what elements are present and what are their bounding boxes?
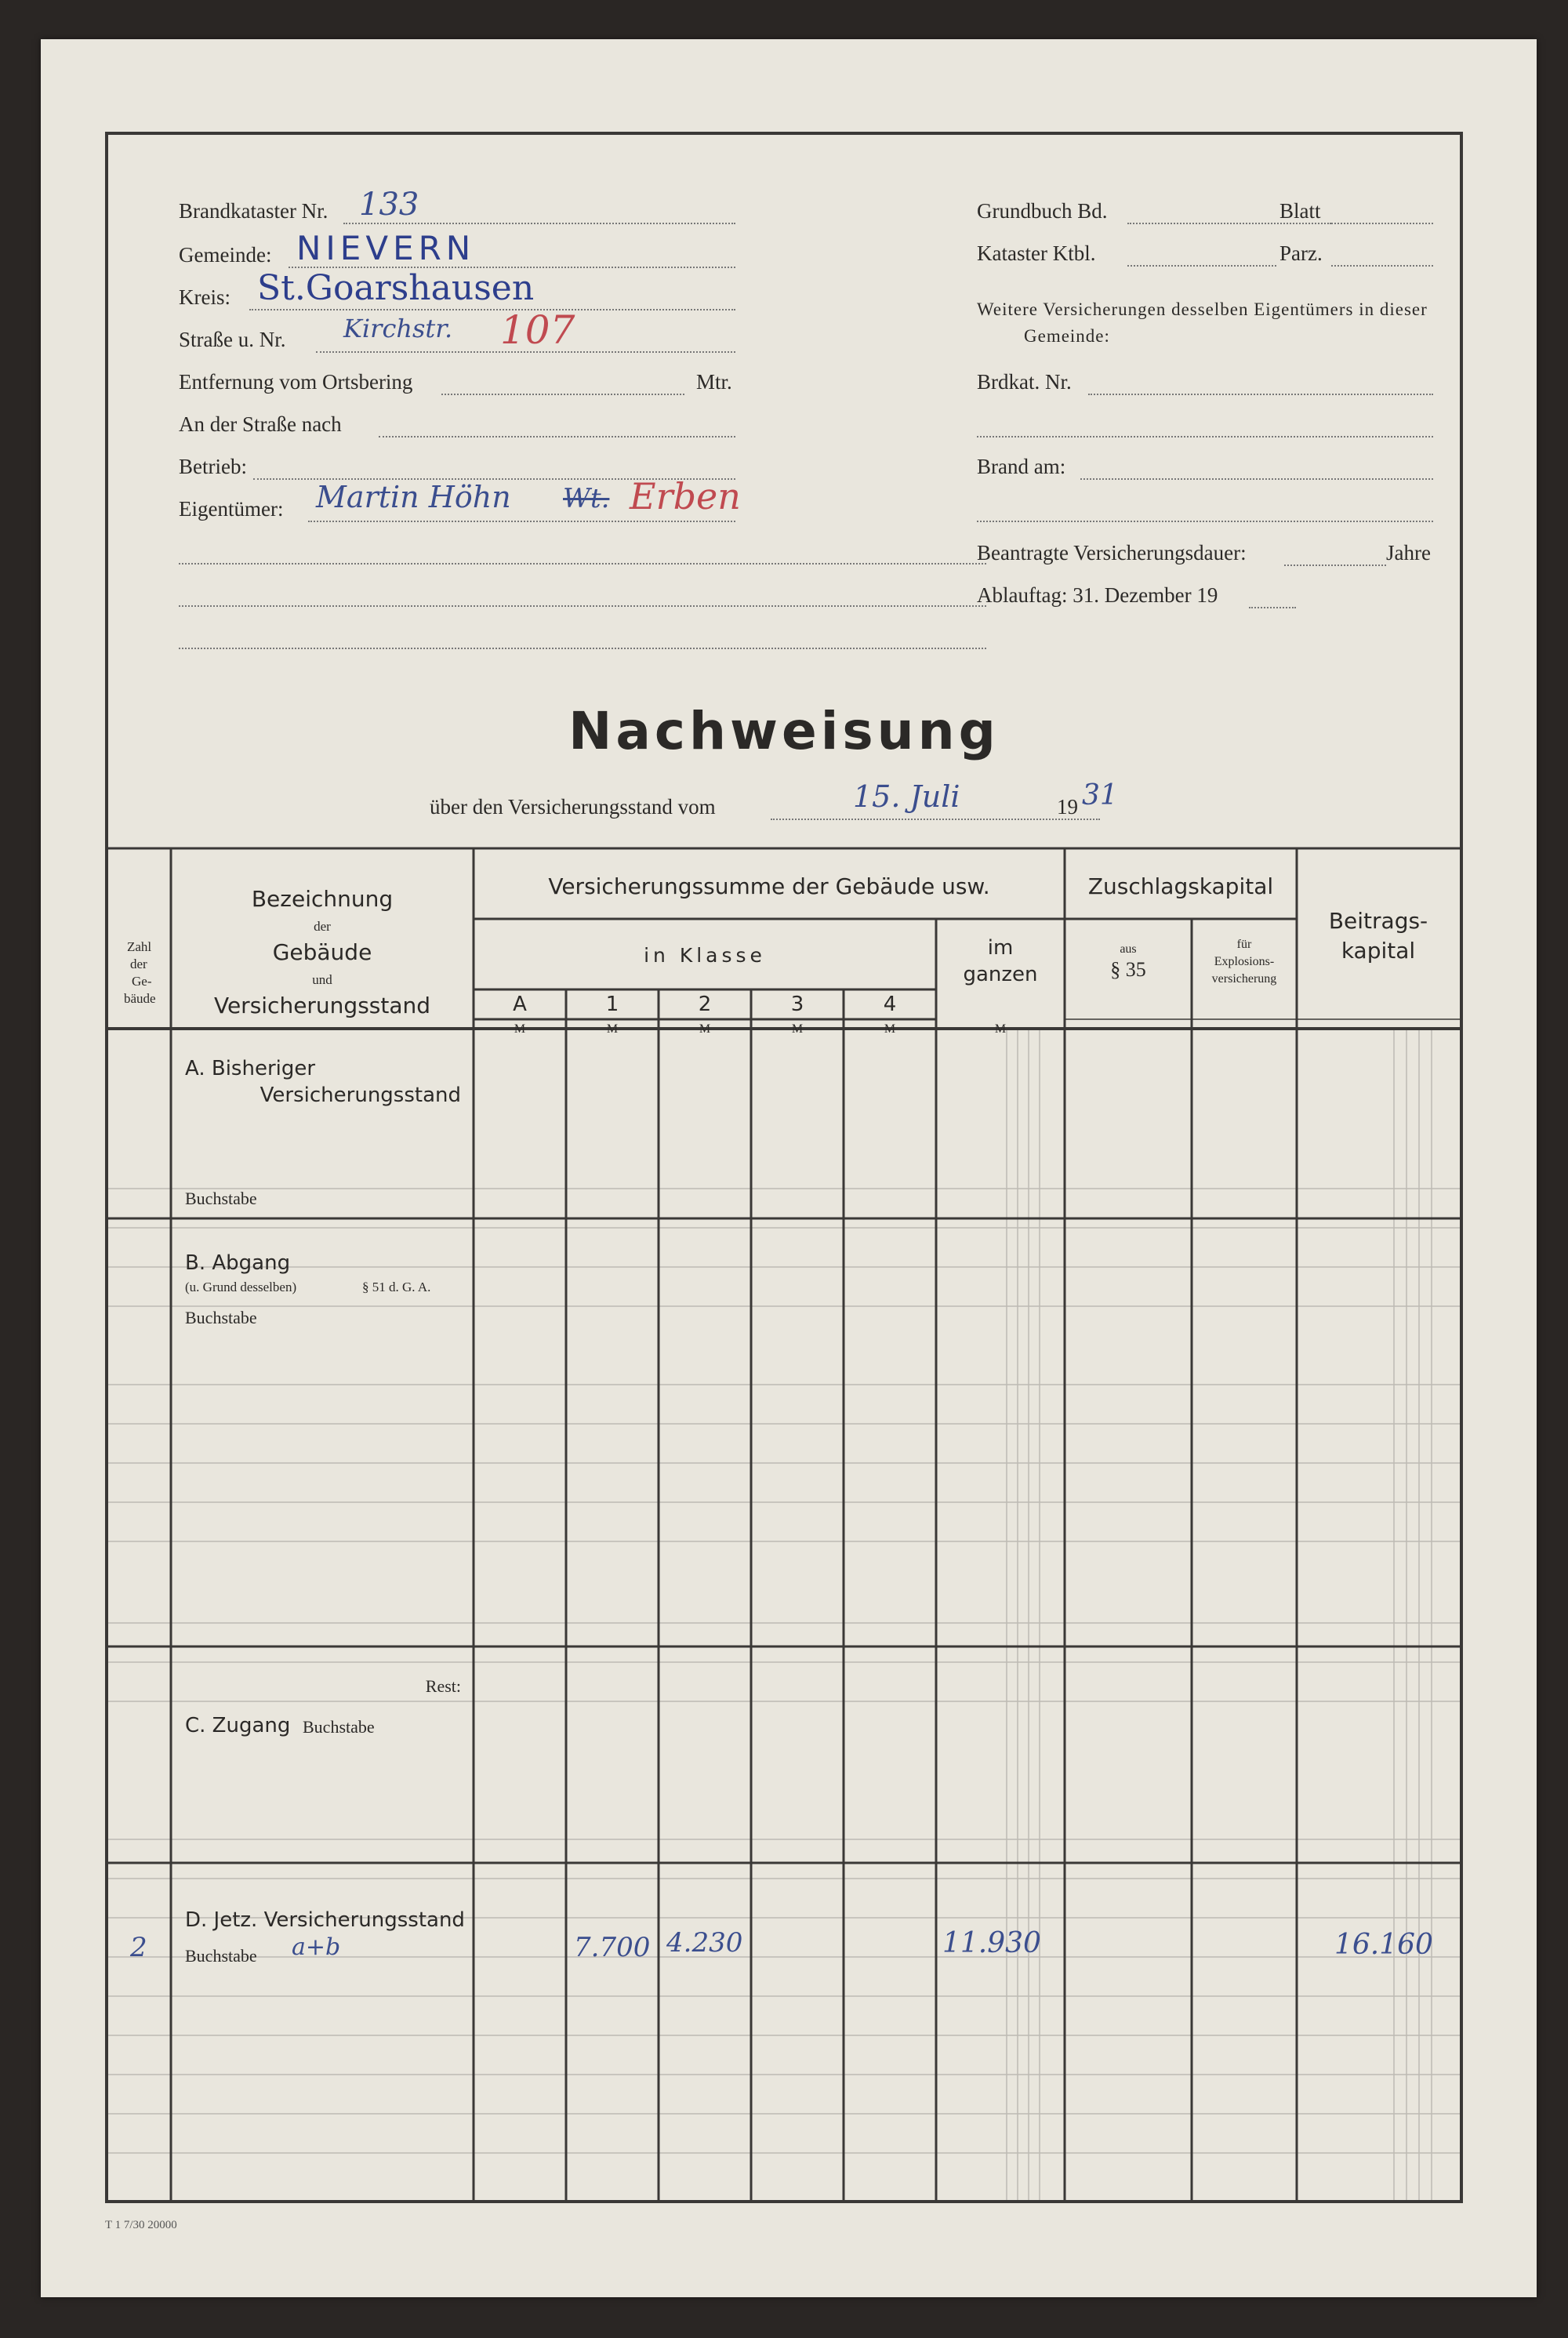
klasse-3: 3 bbox=[790, 993, 804, 1016]
col-beitrags: Beitrags- bbox=[1328, 908, 1428, 934]
klasse-1: 1 bbox=[605, 993, 619, 1016]
kreis-stamp: St.Goarshausen bbox=[257, 268, 535, 308]
grundbuch-label: Grundbuch Bd. bbox=[977, 199, 1108, 223]
table-grid bbox=[108, 135, 1460, 2200]
section-b-title: B. Abgang bbox=[185, 1251, 291, 1275]
document-page bbox=[41, 39, 1537, 2297]
form-footer-code: T 1 7/30 20000 bbox=[105, 2219, 177, 2231]
subtitle-label: über den Versicherungsstand vom bbox=[430, 795, 716, 819]
d-row-klasse-2: 4.230 bbox=[666, 1927, 743, 1959]
col-versicherungssumme: Versicherungssumme der Gebäude usw. bbox=[548, 873, 990, 899]
section-c-buchstabe: Buchstabe bbox=[303, 1717, 375, 1737]
brandkataster-value: 133 bbox=[359, 187, 419, 223]
brandkataster-label: Brandkataster Nr. bbox=[179, 199, 328, 223]
col-bezeichnung-1: Bezeichnung bbox=[251, 886, 394, 912]
col-zahl-1: Zahl bbox=[127, 939, 152, 954]
klasse-a: A bbox=[513, 993, 527, 1016]
klasse-4: 4 bbox=[883, 993, 897, 1016]
subtitle-year-hand: 31 bbox=[1082, 779, 1118, 811]
brdkat-label: Brdkat. Nr. bbox=[977, 370, 1072, 394]
strasse-label: Straße u. Nr. bbox=[179, 328, 286, 351]
section-c-rest: Rest: bbox=[425, 1676, 461, 1696]
eigentuemer-struck: Wt. bbox=[563, 483, 610, 514]
weitere-label-2: Gemeinde: bbox=[1024, 326, 1110, 346]
col-zuschlagskapital: Zuschlagskapital bbox=[1087, 873, 1274, 899]
section-b-para: § 51 d. G. A. bbox=[362, 1280, 431, 1294]
eigentuemer-red: Erben bbox=[630, 475, 741, 517]
d-row-im-ganzen: 11.930 bbox=[942, 1927, 1041, 1959]
unit-m-a: M bbox=[514, 1022, 526, 1036]
klasse-2: 2 bbox=[698, 993, 712, 1016]
table-borders bbox=[108, 848, 1460, 2200]
ruled-lines bbox=[108, 1029, 1460, 2200]
subtitle-date-hand: 15. Juli bbox=[853, 779, 960, 814]
col-in-klasse: in Klasse bbox=[644, 944, 766, 967]
strasse-number: 107 bbox=[500, 307, 575, 353]
gemeinde-stamp: NIEVERN bbox=[296, 229, 476, 267]
eigentuemer-label: Eigentümer: bbox=[179, 497, 284, 521]
section-d-title: D. Jetz. Versicherungsstand bbox=[185, 1908, 465, 1932]
unit-m-3: M bbox=[791, 1022, 804, 1036]
an-der-strasse-label: An der Straße nach bbox=[179, 412, 342, 436]
section-c-title: C. Zugang bbox=[185, 1714, 291, 1737]
section-a-title-1: A. Bisheriger bbox=[185, 1057, 316, 1080]
col-fuer: für bbox=[1236, 938, 1252, 951]
section-a-title-2: Versicherungsstand bbox=[260, 1084, 461, 1107]
unit-m-4: M bbox=[884, 1022, 896, 1036]
betrieb-label: Betrieb: bbox=[179, 455, 247, 478]
dauer-unit: Jahre bbox=[1386, 541, 1431, 565]
page-title: Nachweisung bbox=[568, 701, 1000, 761]
section-a-buchstabe: Buchstabe bbox=[185, 1189, 257, 1208]
brand-label: Brand am: bbox=[977, 455, 1066, 478]
entfernung-unit: Mtr. bbox=[696, 370, 732, 394]
form-frame bbox=[105, 132, 1463, 2203]
col-versicherung: versicherung bbox=[1211, 972, 1277, 986]
strasse-value: Kirchstr. bbox=[343, 314, 453, 343]
d-row-zahl: 2 bbox=[130, 1932, 147, 1963]
col-bezeichnung-5: Versicherungsstand bbox=[213, 993, 431, 1018]
col-aus: aus bbox=[1120, 942, 1137, 956]
eigentuemer-value: Martin Höhn bbox=[316, 480, 511, 514]
ablauf-label: Ablauftag: 31. Dezember 19 bbox=[977, 583, 1218, 607]
col-para-35: § 35 bbox=[1110, 958, 1146, 981]
d-row-beitragskapital: 16.160 bbox=[1334, 1929, 1433, 1961]
col-bezeichnung-2: der bbox=[314, 919, 331, 934]
section-d-buchstabe-value: a+b bbox=[292, 1933, 341, 1961]
subtitle-year-prefix: 19 bbox=[1057, 795, 1078, 819]
col-zahl-2: der bbox=[130, 957, 147, 971]
section-b-buchstabe: Buchstabe bbox=[185, 1308, 257, 1327]
gemeinde-label: Gemeinde: bbox=[179, 243, 272, 267]
unit-m-ganzen: M bbox=[994, 1022, 1007, 1036]
col-explosions: Explosions- bbox=[1214, 955, 1275, 968]
parz-label: Parz. bbox=[1279, 241, 1323, 265]
col-bezeichnung-3: Gebäude bbox=[272, 939, 372, 965]
d-row-klasse-1: 7.700 bbox=[574, 1932, 651, 1963]
col-im-ganzen-2: ganzen bbox=[963, 963, 1038, 986]
kreis-label: Kreis: bbox=[179, 285, 230, 309]
blatt-label: Blatt bbox=[1279, 199, 1321, 223]
kataster-label: Kataster Ktbl. bbox=[977, 241, 1096, 265]
section-b-sub: (u. Grund desselben) bbox=[185, 1280, 297, 1294]
col-kapital: kapital bbox=[1341, 938, 1416, 964]
col-im-ganzen-1: im bbox=[987, 936, 1014, 960]
col-zahl-3: Ge- bbox=[132, 974, 152, 989]
weitere-label-1: Weitere Versicherungen desselben Eigentümers in dieser bbox=[977, 300, 1428, 319]
unit-m-1: M bbox=[606, 1022, 619, 1036]
section-d-buchstabe: Buchstabe bbox=[185, 1946, 257, 1966]
col-zahl-4: bäude bbox=[124, 991, 156, 1006]
unit-m-2: M bbox=[699, 1022, 711, 1036]
dauer-label: Beantragte Versicherungsdauer: bbox=[977, 541, 1247, 565]
entfernung-label: Entfernung vom Ortsbering bbox=[179, 370, 413, 394]
col-bezeichnung-4: und bbox=[312, 972, 332, 987]
